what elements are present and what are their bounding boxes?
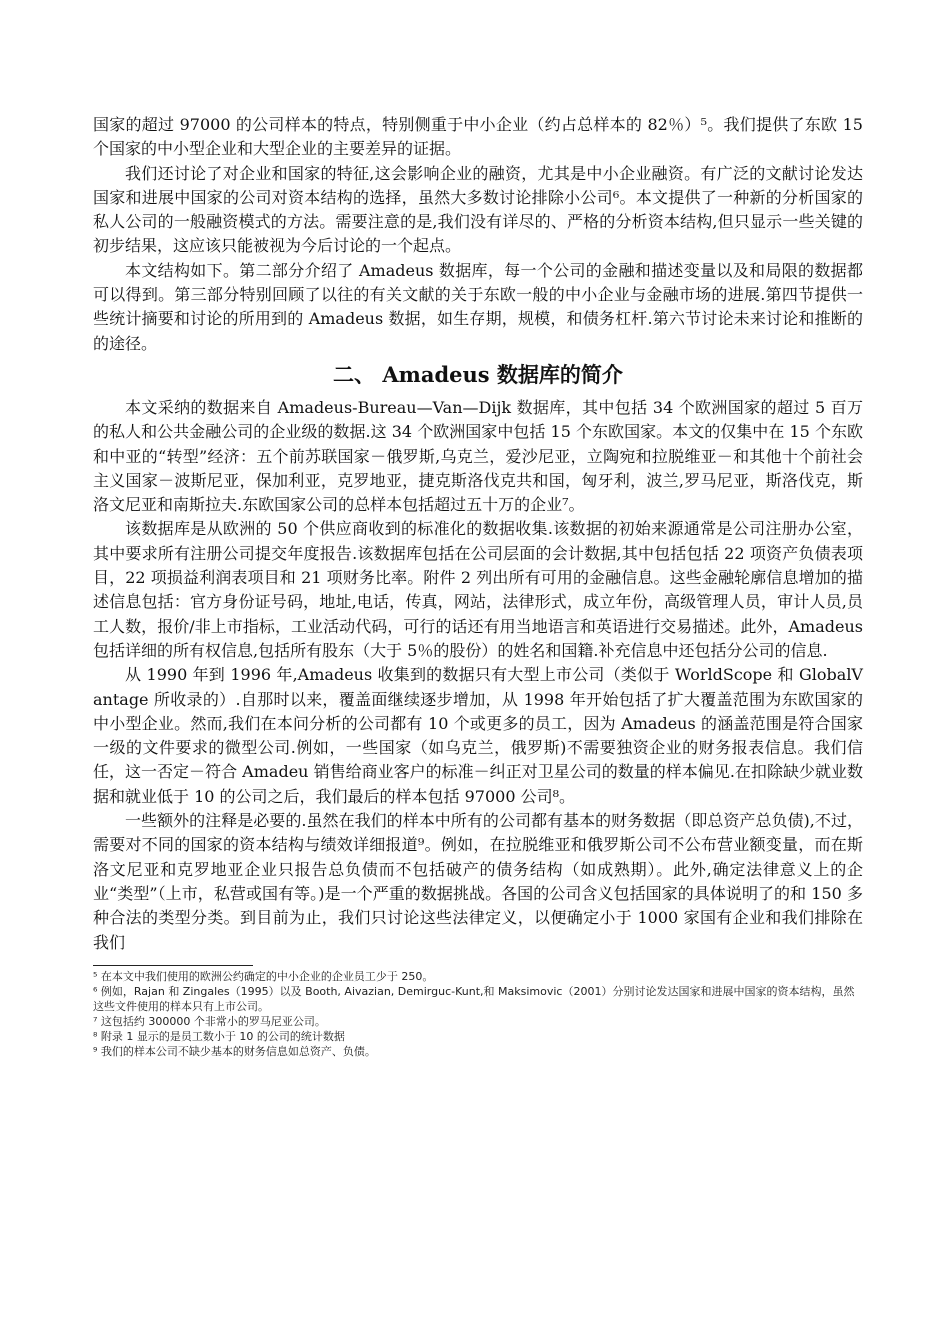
footnote-7: ⁷ 这包括约 300000 个非常小的罗马尼亚公司。	[93, 1014, 326, 1028]
body-paragraph-1: 国家的超过 97000 的公司样本的特点，特别侧重于中小企业（约占总样本的 82％）⁵。我们提供了东欧 15 个国家的中小型企业和大型企业的主要差异的证据。	[93, 115, 863, 159]
body-paragraph-3: 本文结构如下。第二部分介绍了 Amadeus 数据库，每一个公司的金融和描述变量以及和局限的数据都可以得到。第三部分特别回顾了以往的有关文献的关于东欧一般的中小企业与金融市场的进展.第四节提供一些统计摘要和讨论的所用到的 Amadeus 数据，如生存期，规模，和债务杠杆.第六节讨论未来讨论和推断的的途径。	[93, 260, 863, 353]
body-paragraph-6: 从 1990 年到 1996 年,Amadeus 收集到的数据只有大型上市公司（类似于 WorldScope 和 GlobalVantage 所收录的）.自那时以来，覆盖面继续逐步增加，从 1998 年开始包括了扩大覆盖范围为东欧国家的中小型企业。然而,我们在本问分析的公司都有 10 个或更多的员工，因为 Amadeus 的涵盖范围是符合国家一级的文件要求的微型公司.例如，一些国家（如乌克兰，俄罗斯)不需要独资企业的财务报表信息。我们信任，这一否定－符合 Amadeu 销售给商业客户的标准－纠正对卫星公司的数量的样本偏见.在扣除缺少就业数据和就业低于 10 的公司之后，我们最后的样本包括 97000 公司⁸。	[93, 665, 863, 806]
footnote-5: ⁵ 在本文中我们使用的欧洲公约确定的中小企业的企业员工少于 250。	[93, 969, 434, 983]
footnote-8: ⁸ 附录 1 显示的是员工数小于 10 的公司的统计数据	[93, 1029, 345, 1043]
footnote-6: ⁶ 例如，Rajan 和 Zingales（1995）以及 Booth, Aivazian, Demirguc-Kunt,和 Maksimovic（2001）分别讨论发达国家和进展中国家的资本结构，虽然这些文件使用的样本只有上市公司。	[93, 984, 855, 1013]
footnote-divider	[93, 965, 253, 966]
section-heading: 二、 Amadeus 数据库的简介	[333, 361, 623, 387]
document-page	[93, 113, 863, 1059]
body-paragraph-5: 该数据库是从欧洲的 50 个供应商收到的标准化的数据收集.该数据的初始来源通常是公司注册办公室，其中要求所有注册公司提交年度报告.该数据库包括在公司层面的会计数据,其中包括包括 22 项资产负债表项目，22 项损益利润表项目和 21 项财务比率。附件 2 列出所有可用的金融信息。这些金融轮廓信息增加的描述信息包括：官方身份证号码，地址,电话，传真，网站，法律形式，成立年份，高级管理人员，审计人员,员工人数，报价/非上市指标，工业活动代码，可行的话还有用当地语言和英语进行交易描述。此外，Amadeus 包括详细的所有权信息,包括所有股东（大于 5％的股份）的姓名和国籍.补充信息中还包括分公司的信息.	[93, 519, 863, 660]
body-paragraph-7: 一些额外的注释是必要的.虽然在我们的样本中所有的公司都有基本的财务数据（即总资产总负债),不过，需要对不同的国家的资本结构与绩效详细报道⁹。例如，在拉脱维亚和俄罗斯公司不公布营业额变量，而在斯洛文尼亚和克罗地亚企业只报告总负债而不包括破产的债务结构（如成熟期）。此外,确定法律意义上的企业“类型”（上市，私营或国有等。)是一个严重的数据挑战。各国的公司含义包括国家的具体说明了的和 150 多种合法的类型分类。到目前为止，我们只讨论这些法律定义，以便确定小于 1000 家国有企业和我们排除在我们	[93, 811, 863, 952]
body-paragraph-4: 本文采纳的数据来自 Amadeus-Bureau—Van—Dijk 数据库，其中包括 34 个欧洲国家的超过 5 百万的私人和公共金融公司的企业级的数据.这 34 个欧洲国家中包括 15 个东欧国家。本文的仅集中在 15 个东欧和中亚的“转型”经济：五个前苏联国家－俄罗斯,乌克兰，爱沙尼亚，立陶宛和拉脱维亚－和其他十个前社会主义国家－波斯尼亚，保加利亚，克罗地亚，捷克斯洛伐克共和国，匈牙利，波兰,罗马尼亚，斯洛伐克，斯洛文尼亚和南斯拉夫.东欧国家公司的总样本包括超过五十万的企业⁷。	[93, 397, 863, 515]
body-paragraph-2: 我们还讨论了对企业和国家的特征,这会影响企业的融资，尤其是中小企业融资。有广泛的文献讨论发达国家和进展中国家的公司对资本结构的选择，虽然大多数讨论排除小公司⁶。本文提供了一种新的分析国家的私人公司的一般融资模式的方法。需要注意的是,我们没有详尽的、严格的分析资本结构,但只显示一些关键的初步结果，这应该只能被视为今后讨论的一个起点。	[93, 163, 863, 256]
footnote-9: ⁹ 我们的样本公司不缺少基本的财务信息如总资产、负债。	[93, 1044, 376, 1058]
